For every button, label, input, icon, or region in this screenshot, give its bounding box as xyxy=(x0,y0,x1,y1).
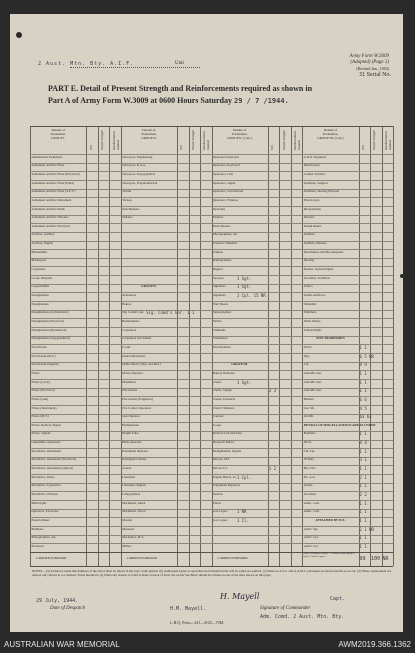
row-line xyxy=(30,474,393,475)
trade-label: Millers xyxy=(122,543,132,548)
part-title-line2: Part A of Army Form W.3009 at 0600 Hours Saturday 29 / 7 /1944. xyxy=(48,96,289,105)
row-line xyxy=(30,206,393,207)
row-line xyxy=(30,327,393,328)
trade-label: Drvrs. xyxy=(303,440,312,445)
column-header-reinf: Reinforcements required xyxy=(293,131,302,150)
row-line xyxy=(30,465,393,466)
handwritten-entry: 1 1 xyxy=(359,500,367,506)
column-header-w_e: W.E. xyxy=(360,144,365,150)
trade-label: Signallers xyxy=(213,284,226,289)
trade-label: Welders xyxy=(122,215,133,220)
trade-label: Woodworkers xyxy=(213,344,231,349)
trade-label: Trimmers xyxy=(303,310,317,315)
handwritten-entry: 4 4 xyxy=(359,440,367,446)
table-border xyxy=(393,126,394,566)
row-line xyxy=(30,362,393,363)
trade-label: Fitters (Instrument) xyxy=(31,405,57,410)
trade-label: Gun Operator xyxy=(122,414,140,419)
handwritten-entry: 3 3 xyxy=(268,388,276,394)
trade-label: Masons xyxy=(122,517,133,522)
row-line xyxy=(30,535,393,536)
total-required: 100 xyxy=(371,556,381,562)
trade-label: Operators, Line xyxy=(213,171,234,176)
trade-label: Tailors xyxy=(213,318,222,323)
trade-label: Turners xyxy=(122,197,133,202)
trade-label: Driller Mech. (Eng. and Mot.) xyxy=(122,362,161,367)
trade-label: Operators, Signal xyxy=(213,180,236,185)
row-line xyxy=(30,266,393,267)
handwritten-entry: 4 5 xyxy=(359,405,367,411)
carried-forward-label: CARRIED FORWARD xyxy=(126,556,157,560)
archive-accession: AWM2019.366.1362 xyxy=(338,640,411,649)
trade-label: Machinists, Metal xyxy=(122,500,146,505)
trade-label: Painters xyxy=(213,215,224,220)
row-line xyxy=(30,258,393,259)
handwritten-entry: Sig. Comd's Gnr. 1 1 xyxy=(146,310,195,316)
unit-underline xyxy=(70,67,200,68)
punch-hole xyxy=(16,32,22,38)
trade-label: Bombdrs. xyxy=(303,431,317,436)
trade-label: Mechanics, Instrument (Optical) xyxy=(31,466,74,471)
row-line xyxy=(30,284,393,285)
row-line xyxy=(30,275,393,276)
trade-label: Stokers, Stoker-Engine xyxy=(303,267,334,272)
column-header-reinf: Reinforcements required xyxy=(111,131,120,150)
trade-label: Bricklayers xyxy=(31,258,47,263)
trade-label: Armament Artificer Fitter (Electrical) xyxy=(31,171,80,176)
trade-label: Electricians (M.T.) xyxy=(31,353,56,358)
trade-label: Textile xyxy=(122,189,132,194)
column-header-reinf: Reinforcements required xyxy=(202,131,211,150)
trade-label: Armament Artificer Fitter (A.F.V.) xyxy=(31,189,76,194)
column-header-w_e: W.E. xyxy=(88,144,93,150)
trade-label: Draughtsmen (Topographical) xyxy=(31,336,70,341)
trade-label: Watchmakers xyxy=(122,206,140,211)
trade-label: Sig. Comd's Gnr. xyxy=(122,310,145,315)
trade-label: Operators, Keyboard xyxy=(213,163,240,168)
trade-label: GROUP II. xyxy=(141,284,157,289)
trade-label: Coppersmiths xyxy=(31,284,50,289)
row-line xyxy=(30,171,393,172)
trade-label: Artificer, Engine xyxy=(31,241,53,246)
trade-label: ATTACHED BY W.E. xyxy=(315,517,346,522)
trade-label: Saddlers, Harness xyxy=(303,241,327,246)
trade-label: Fitters, Railway Signal xyxy=(31,422,61,427)
trade-label: Battery Batteries xyxy=(213,370,235,375)
trade-label: Dental Mechanics xyxy=(122,353,146,358)
trade-label: Surveyors, R.A.A. xyxy=(122,163,146,168)
trade-label: Signallers xyxy=(213,293,226,298)
trade-label: Draughtsmen (Electrical) xyxy=(31,318,64,323)
unit-name: 2 Aust. Mtn. Bty. A.I.F. xyxy=(38,61,135,67)
column-header: Details of Tradesmen. GROUP II. (cont.) xyxy=(227,128,253,140)
trade-label: Panel Beaters xyxy=(213,223,231,228)
trade-label: Millwrights xyxy=(31,500,47,505)
trade-label: G.R.O. Engineers xyxy=(303,154,327,159)
trade-label: Ammunition Examiners xyxy=(31,154,63,159)
trade-label: Drivers, M.T. xyxy=(213,457,231,462)
row-line xyxy=(30,431,393,432)
trade-label: Mechanics, M.T. xyxy=(122,535,144,540)
row-line xyxy=(30,543,393,544)
trade-label: Armament Artificer Fitter (Field) xyxy=(31,180,74,185)
trade-label: Clerks, Supply xyxy=(213,388,232,393)
row-line xyxy=(30,405,393,406)
handwritten-entry: 6 6 xyxy=(359,396,367,402)
trade-label: Fitters (Cycle) xyxy=(31,379,51,384)
row-line xyxy=(30,448,393,449)
trade-label: Ord Mi. xyxy=(303,414,315,419)
trade-label: Carpenters xyxy=(122,327,137,332)
row-line xyxy=(30,457,393,458)
commander-signature: H. Mayell xyxy=(220,592,260,601)
row-line xyxy=(30,353,393,354)
trade-label: AALMG Gnr. xyxy=(303,379,322,384)
trade-label: Fitters, Signals xyxy=(31,431,51,436)
trade-label: Receptionists xyxy=(303,206,321,211)
column-header-present: Present Strength xyxy=(281,130,286,150)
trade-label: Machinists, Wood xyxy=(122,509,146,514)
column-header-present: Present Strength xyxy=(100,130,105,150)
trade-label: Cooks, Hospital xyxy=(31,275,53,280)
handwritten-entry: 1 1 xyxy=(359,379,367,385)
row-line xyxy=(30,310,393,311)
trade-label: Carpenters and Joiners xyxy=(122,336,152,341)
trade-label: NON-TRADESMEN xyxy=(316,336,345,341)
column-header-present: Present Strength xyxy=(190,130,195,150)
trade-label: Radiographers xyxy=(213,258,232,263)
row-line xyxy=(30,223,393,224)
trade-label: Tailors xyxy=(303,284,313,289)
trade-label: Engine Hands, I.C. xyxy=(213,474,238,479)
row-line xyxy=(30,526,393,527)
trade-label: Operators, Wireless xyxy=(213,197,239,202)
trade-label: Farriers xyxy=(213,492,223,497)
trade-label: Gunsmiths, Armourers xyxy=(31,440,61,445)
trade-label: Stenographers xyxy=(213,310,232,315)
trade-label: Mechanics, Instrument xyxy=(31,448,61,453)
trade-label: Plumbers xyxy=(31,526,44,531)
trade-label: Pattern Maker xyxy=(31,517,50,522)
handwritten-entry: 2 1 xyxy=(359,474,367,480)
trade-label: DETAILS OF MISCELLANEOUS ARE AS UNDER xyxy=(303,422,376,427)
handwritten-entry: 3 1 xyxy=(359,457,367,463)
trade-label: Armament Artificer Wireless xyxy=(31,215,69,220)
column-header-present: Present Strength xyxy=(372,130,377,150)
trade-label: Drivers I.C. xyxy=(213,466,229,471)
row-line xyxy=(30,318,393,319)
handwritten-entry: 1 1 xyxy=(359,543,367,549)
trade-label: Cooks xyxy=(122,344,131,349)
trade-label: Surveyors, Topographical xyxy=(122,171,156,176)
trade-label: Mechanics, Wireless xyxy=(31,492,58,497)
trade-label: Linesman, Signals xyxy=(122,483,146,488)
row-line xyxy=(30,241,393,242)
trade-label: Caterers xyxy=(213,414,224,419)
trade-label: Hello Operator xyxy=(122,440,142,445)
trade-label: Bys. Drv. xyxy=(303,466,316,471)
trade-label: Operators, Excavator xyxy=(31,509,59,514)
handwritten-entry: 1 Sgt. xyxy=(236,379,252,385)
document-page xyxy=(10,14,403,632)
trade-label: AASC Cpl. xyxy=(303,535,319,540)
despatch-date-label: Date of Despatch xyxy=(50,606,85,611)
handwritten-entry: 1 1 xyxy=(359,517,367,523)
handwritten-entry: 1 1 xyxy=(359,466,367,472)
row-line xyxy=(30,396,393,397)
trade-label: Rough Riders xyxy=(303,223,322,228)
trade-label: Amm. 1/sdr. xyxy=(303,509,320,514)
trade-label: Draughtsmen, Signals xyxy=(213,448,242,453)
total-nr: NR xyxy=(382,556,389,562)
trade-label: Orderlies, Surgical xyxy=(303,180,328,185)
trade-label: Cpl. xyxy=(303,362,310,367)
row-line xyxy=(30,163,393,164)
trade-label: Lithographers xyxy=(122,492,141,497)
handwritten-entry: 1 Sgt. xyxy=(236,275,252,281)
handwritten-entry: 1 1 xyxy=(359,388,367,394)
handwritten-entry: 1 Cpl. xyxy=(236,474,252,480)
trade-label: Driver-Operator xyxy=(122,370,143,375)
trade-label: W/Duty xyxy=(303,457,315,462)
trade-label: Sawyers xyxy=(213,275,224,280)
trade-label: Joiners xyxy=(122,466,132,471)
trade-label: Fitters xyxy=(213,500,222,505)
trade-label: Despatch Riders xyxy=(213,440,234,445)
row-line xyxy=(30,232,393,233)
table-top xyxy=(30,126,393,127)
trade-label: Electricians xyxy=(122,388,138,393)
trade-label: Wheelwrights xyxy=(303,327,322,332)
row-line xyxy=(30,500,393,501)
trade-label: Draughtsmen xyxy=(31,301,49,306)
handwritten-entry: 1 1 xyxy=(359,431,367,437)
trade-label: Gnr. Mi. xyxy=(303,405,315,410)
trade-label: Draughtsmen xyxy=(31,293,49,298)
trade-label: Batmen xyxy=(303,396,314,401)
trade-label: Hairdressers xyxy=(303,163,320,168)
trade-label: Clerks, Technical xyxy=(213,396,236,401)
trade-label: Mechanics, Radio xyxy=(31,474,55,479)
trade-label: Fitters (Electrical) xyxy=(31,388,55,393)
row-line xyxy=(30,491,393,492)
trade-label: AASC Cpl. xyxy=(303,543,319,548)
handwritten-entry: 2 2 xyxy=(359,492,367,498)
trade-label: Electricians xyxy=(31,344,47,349)
commander-name: H.M. Mayell. xyxy=(170,606,207,612)
trade-label: Riggers xyxy=(213,267,223,272)
trade-label: W.O.I. xyxy=(303,344,313,349)
row-line xyxy=(30,379,393,380)
trade-label: Armourers xyxy=(122,293,137,298)
trade-label: Opticians xyxy=(213,206,226,211)
row-line xyxy=(30,180,393,181)
handwritten-entry: 1 1 xyxy=(359,448,367,454)
trade-label: Cooks xyxy=(213,422,222,427)
trade-label: Shoemakers and Boot Repairer xyxy=(303,249,344,254)
trade-label: Equipment Repairers xyxy=(213,483,240,488)
part-title-line1: PART E. Detail of Present Strength and Reinforcements required as shown in xyxy=(48,84,313,93)
trade-label: Riveters xyxy=(303,215,315,220)
trade-label: Shoeing xyxy=(303,258,315,263)
handwritten-entry: 1 Cl. xyxy=(236,517,249,523)
trade-label: Saddlers xyxy=(303,232,315,237)
row-line xyxy=(30,344,393,345)
printer-line: L.H.Q. Press—611—8/43—70M. xyxy=(170,620,225,625)
trade-label: Artificer, Artillery xyxy=(31,232,55,237)
trade-label: Height Taker xyxy=(122,431,139,436)
trade-label: Mechanics, Instrument (Electrical) xyxy=(31,457,76,462)
trade-label: Plate Layers xyxy=(303,197,320,202)
trade-label: Storemen xyxy=(303,492,316,497)
commander-rank: Capt. xyxy=(330,596,346,602)
trade-label: Ordies. xyxy=(303,483,314,488)
trade-label: Textile Artificers xyxy=(303,293,326,298)
trade-label: Dental Clerk Orderlies xyxy=(213,431,243,436)
trade-label: Predictor Numbers xyxy=(213,241,238,246)
trade-label: Armament Artificer Instrument xyxy=(31,197,72,202)
trade-label: Electricians (Signals) xyxy=(31,362,59,367)
handwritten-entry: 9 9 xyxy=(359,362,367,368)
trade-label: Leather Stitchers xyxy=(303,171,326,176)
trade-label: Vulcanisers xyxy=(213,336,228,341)
trade-label: AASC Sgt. xyxy=(303,526,319,531)
trade-label: Gas Logers xyxy=(213,517,228,522)
trade-label: Plasterers xyxy=(31,543,44,548)
form-title: Army Form W.3009 xyxy=(349,54,389,59)
form-notes: NOTES.—(a) It must be noted that numbers of the above must be shown in the exact order printed. (b) Authorised trades or specialists not included in list will be added as required. (c) Where A.A.S.C. and A.A.M.C. personnel are shown details as set out. (d) Where replacement not desired only shown in col. marked 'Totals Required'. (e) When any request of relief is made on back of form, the words 'See Back' should be written on one of the lines shown on this page. xyxy=(32,569,392,578)
trade-label: Pte. A.A. xyxy=(303,474,316,479)
column-header-w_e: W.E. xyxy=(270,144,275,150)
form-adapted: (Adapted) (Page 2) xyxy=(350,60,389,65)
table-bottom xyxy=(30,566,393,567)
handwritten-entry: 1 1 xyxy=(359,535,367,541)
handwritten-entry: 1 1 xyxy=(359,344,367,350)
trade-label: Photographers, Air xyxy=(213,232,238,237)
punch-hole xyxy=(400,274,404,278)
trade-label: Measurer xyxy=(122,526,135,531)
trade-label: Tinsmiths xyxy=(213,327,226,332)
commander-title: Adm. Comd. 2 Aust. Mtn. Bty. xyxy=(260,614,345,620)
handwritten-entry: 2 1 NR xyxy=(359,526,374,532)
column-header-w_e: W.E. xyxy=(179,144,184,150)
trade-label: Hammermen xyxy=(122,422,139,427)
trade-label: Boilermakers xyxy=(122,318,140,323)
strength-table xyxy=(30,126,393,566)
archive-footer xyxy=(0,638,415,653)
trade-label: Intelligence Duties xyxy=(122,457,147,462)
trade-label: Instrument Operator xyxy=(122,448,149,453)
row-line xyxy=(30,197,393,198)
handwritten-entry: 1 Sgt. xyxy=(236,284,252,290)
trade-label: Sgts. xyxy=(303,353,311,358)
column-header-reinf: Reinforcements required xyxy=(383,131,392,150)
form-revised: (Revised Jan., 1943) xyxy=(356,66,389,71)
trade-label: Mechanics, Typewriter xyxy=(31,483,61,488)
trade-label: Printers xyxy=(213,249,223,254)
trade-label: Armament Artificer Radio xyxy=(31,206,66,211)
totals-label: Totals of numbers marked * in column with column 5 and 6, 7 and 8 of page 1 xyxy=(303,552,355,558)
handwritten-entry: 1 1 xyxy=(359,509,367,515)
trade-label: Electricians (Engineers) xyxy=(122,396,153,401)
trade-label: Drummers xyxy=(122,379,136,384)
carried-forward-label: CARRIED FORWARD xyxy=(217,556,248,560)
handwritten-entry: 1 2 xyxy=(268,466,276,472)
handwritten-entry: 1 NR xyxy=(236,509,247,515)
trade-label: Blacksmiths xyxy=(31,249,48,254)
column-header: Details of Tradesmen. GROUP I. xyxy=(50,128,67,140)
unit-label: Unit xyxy=(175,61,184,66)
trade-label: Tinsmiths xyxy=(303,301,317,306)
trade-label: Bakers xyxy=(122,301,132,306)
trade-label: AALMG Gnr. xyxy=(303,388,322,393)
trade-label: Photographers, Air xyxy=(31,535,56,540)
trade-label: Clerks xyxy=(213,379,222,384)
handwritten-entry: 1 Cpl. 15 NR xyxy=(236,293,266,299)
trade-label: Amm. 1/sdr. xyxy=(303,500,320,505)
column-header: Details of Tradesmen. GROUP III. (cont.) xyxy=(317,128,344,140)
trade-label: Wall Sheets xyxy=(213,301,229,306)
trade-label: Fitters xyxy=(31,370,40,375)
row-line xyxy=(30,414,393,415)
trade-label: Operators, Switchboard xyxy=(213,189,244,194)
row-line xyxy=(30,292,393,293)
handwritten-entry: 1 1 xyxy=(359,370,367,376)
row-line xyxy=(30,483,393,484)
total-present: 99 xyxy=(359,556,366,562)
row-line xyxy=(30,301,393,302)
trade-label: Carpenters xyxy=(31,267,46,272)
trade-label: Fitters (M.T.) xyxy=(31,414,49,419)
row-line xyxy=(30,440,393,441)
trade-label: Draughtsmen (Mechanical) xyxy=(31,327,67,332)
trade-label: Check Trimmers xyxy=(213,405,235,410)
serial-number: 31 Serial No. xyxy=(359,72,391,78)
trade-label: Draughtsmen (Architectural) xyxy=(31,310,69,315)
row-line xyxy=(30,370,393,371)
trade-label: Storemen, Technical xyxy=(303,275,330,280)
trade-label: Clk. Tpr. xyxy=(303,448,316,453)
trade-label: AALMG Gnr. xyxy=(303,370,322,375)
despatch-date: 29 July, 1944. xyxy=(36,598,79,604)
handwritten-entry: 6 5 NR xyxy=(359,353,374,359)
signature-label: Signature of Commander xyxy=(260,606,311,611)
trade-label: Gas Logers xyxy=(213,509,228,514)
trade-label: Surveyors, Engineering xyxy=(122,154,153,159)
carried-forward-label: CARRIED FORWARD xyxy=(36,556,67,560)
column-header: Details of Tradesmen. GROUP II. xyxy=(140,128,157,140)
trade-label: Operators Keyboard xyxy=(213,154,239,159)
trade-label: GROUP III. xyxy=(231,362,248,367)
trade-label: Fitters (Gun) xyxy=(31,396,49,401)
archive-name: AUSTRALIAN WAR MEMORIAL xyxy=(4,640,120,649)
trade-label: Armament Artificer Electrical xyxy=(31,223,70,228)
row-line xyxy=(30,388,393,389)
trade-label: Water Duties xyxy=(303,318,321,323)
trade-label: Armament Artificer Fitter xyxy=(31,163,65,168)
trade-label: Surveyors, Trigonometrical xyxy=(122,180,158,185)
trade-label: Fire Control Operators xyxy=(122,405,152,410)
trade-label: Linesman xyxy=(122,474,135,479)
handwritten-entry: 63 63 xyxy=(359,414,372,420)
trade-label: Orderlies, Nursing Hospital xyxy=(303,189,340,194)
row-line xyxy=(30,215,393,216)
row-line xyxy=(30,509,393,510)
row-line xyxy=(30,154,393,155)
handwritten-entry: 1 1 xyxy=(359,483,367,489)
